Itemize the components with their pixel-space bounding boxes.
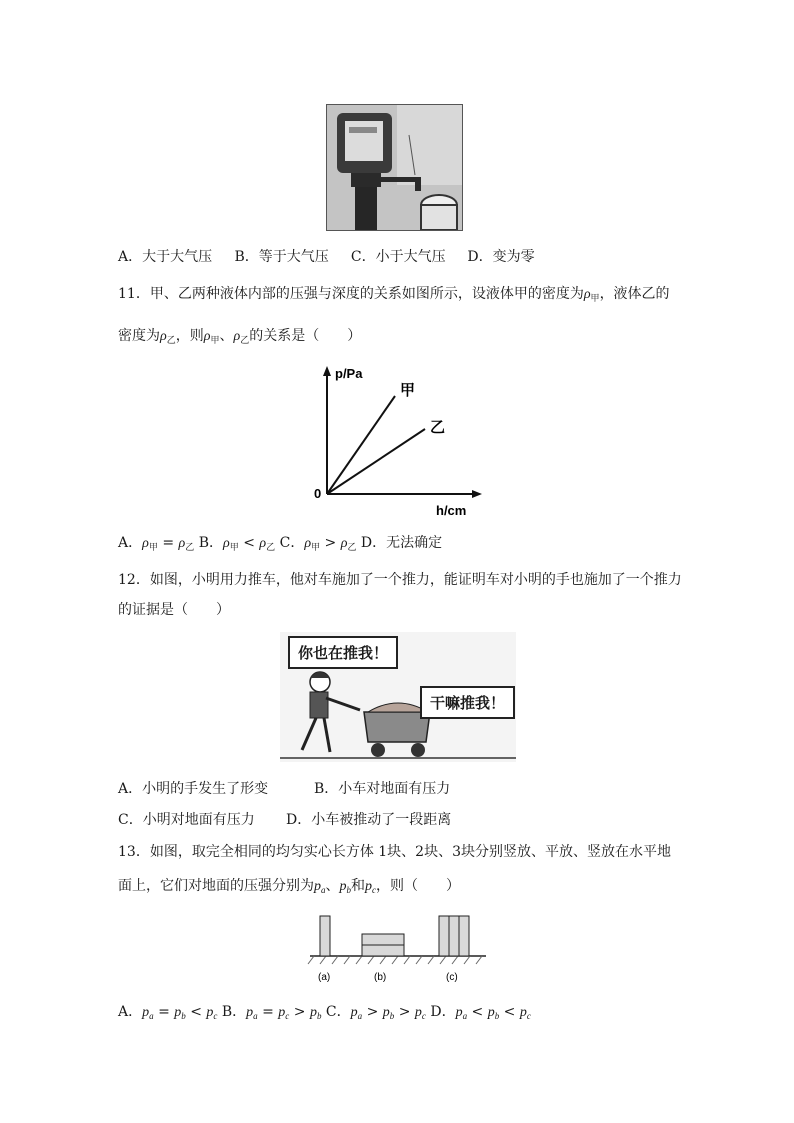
fig-label-b: (b) <box>374 972 387 983</box>
q11-stem-line2: 密度为$\rho_乙$，则$\rho_甲$、$\rho_乙$的关系是（ ） <box>118 328 362 346</box>
pressure-depth-graph <box>300 362 490 520</box>
q13-option-a: A．$p_a = p_b < p_c$ <box>118 1004 218 1021</box>
q12-option-d: D．小车被推动了一段距离 <box>286 812 452 828</box>
push-cart-illustration <box>280 632 516 762</box>
q12-option-a: A．小明的手发生了形变 <box>118 781 269 797</box>
q12-options-row2 <box>118 810 451 830</box>
q11-option-a: A．$\rho_甲 = \rho_乙$ <box>118 535 195 553</box>
q10-option-a: A．大于大气压 <box>118 249 213 265</box>
line-yi-label: 乙 <box>430 418 446 436</box>
speech-bubble-cart: 干嘛推我！ <box>420 686 515 719</box>
block-b-2 <box>362 945 404 956</box>
block-a <box>320 916 330 956</box>
q11-option-b: B．$\rho_甲 < \rho_乙$ <box>198 535 276 553</box>
q12-stem-line2: 的证据是（ ） <box>118 602 230 618</box>
q10-option-c: C．小于大气压 <box>350 249 446 265</box>
q13-stem-line1: 13．如图，取完全相同的均匀实心长方体 1块、2块、3块分别竖放、平放、竖放在水平地 <box>118 844 671 860</box>
q11-options <box>118 533 442 558</box>
q13-stem-line2: 面上，它们对地面的压强分别为$p_a$、$p_b$和$p_c$，则（ ） <box>118 878 460 895</box>
q12-option-b: B．小车对地面有压力 <box>314 781 451 797</box>
fig-label-a: (a) <box>318 972 331 983</box>
block-c-2 <box>449 916 459 956</box>
line-jia <box>327 396 395 494</box>
q10-options <box>118 247 535 267</box>
block-c-3 <box>459 916 469 956</box>
y-axis-label: p/Pa <box>335 366 363 381</box>
y-axis-arrow-icon <box>323 366 331 376</box>
q13-option-d: D．$p_a < p_b < p_c$ <box>430 1004 531 1021</box>
q12-stem-line1: 12．如图，小明用力推车，他对车施加了一个推力，能证明车对小明的手也施加了一个推力 <box>118 572 682 588</box>
water-dispenser-photo <box>326 104 463 231</box>
origin-label: 0 <box>314 486 322 501</box>
x-axis-arrow-icon <box>472 490 482 498</box>
block-b-1 <box>362 934 404 945</box>
q13-options <box>118 1002 531 1026</box>
q11-option-c: C．$\rho_甲 > \rho_乙$ <box>279 535 357 553</box>
block-c-1 <box>439 916 449 956</box>
q10-option-d: D．变为零 <box>467 249 535 265</box>
q12-option-c: C．小明对地面有压力 <box>118 812 255 828</box>
blocks-figure <box>306 910 488 986</box>
q13-option-b: B．$p_a = p_c > p_b$ <box>221 1004 322 1021</box>
q11-stem-line1: 11．甲、乙两种液体内部的压强与深度的关系如图所示，设液体甲的密度为$\rho_甲$，液体乙的 <box>118 286 670 304</box>
q13-option-c: C．$p_a > p_b > p_c$ <box>325 1004 426 1021</box>
line-yi <box>327 429 425 494</box>
x-axis-label: h/cm <box>436 503 467 518</box>
speech-bubble-boy: 你也在推我！ <box>288 636 398 669</box>
q11-option-d: D．无法确定 <box>360 535 443 551</box>
fig-label-c: (c) <box>446 972 458 983</box>
line-jia-label: 甲 <box>400 381 416 399</box>
q12-options-row1 <box>118 779 450 799</box>
q10-option-b: B．等于大气压 <box>234 249 329 265</box>
